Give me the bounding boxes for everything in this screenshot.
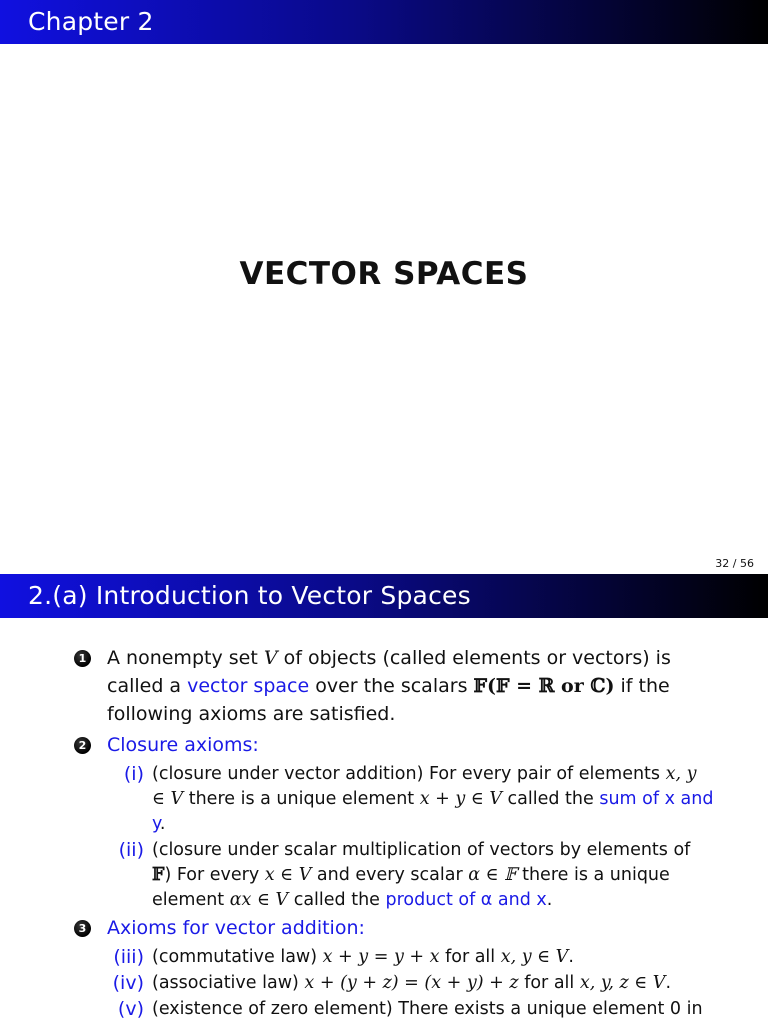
- sub-item-iv: [74, 971, 714, 996]
- slide-header-section: [0, 574, 768, 618]
- math: x + (y + z) = (x + y) + z: [304, 973, 519, 993]
- section-title: 2.(a) Introduction to Vector Spaces: [28, 581, 471, 610]
- text: of objects (called elements or vectors) is called a: [107, 647, 671, 697]
- math: x ∈ V: [264, 865, 312, 885]
- math: x, y, z ∈ V: [579, 973, 666, 993]
- text: there is a unique element: [183, 789, 420, 809]
- sub-label-iv: (iv): [112, 972, 144, 994]
- text: called the: [288, 890, 386, 910]
- text: over the scalars: [309, 675, 474, 697]
- math: x, y ∈ V: [500, 947, 569, 967]
- list-item-definition: [74, 644, 714, 728]
- sub-label-iii: (iii): [113, 946, 144, 968]
- math-fields: 𝔽(𝔽 = ℝ or ℂ): [473, 675, 615, 697]
- text: (associative law): [152, 973, 305, 993]
- sub-item-iii: [74, 945, 714, 970]
- page-number: 32 / 56: [715, 557, 754, 570]
- math: x + y = y + x: [322, 947, 440, 967]
- text: called the: [501, 789, 600, 809]
- list-item-addition: [74, 914, 714, 942]
- vector-space-term: vector space: [187, 675, 310, 697]
- closure-heading: Closure axioms:: [107, 734, 259, 756]
- text: if the following axioms are satisfied.: [107, 675, 670, 725]
- math: x + y ∈ V: [419, 789, 502, 809]
- bullet-number-3: 3: [74, 920, 91, 937]
- slide-content: [74, 644, 714, 1023]
- sub-label-ii: (ii): [118, 839, 144, 861]
- text: (existence of zero element) There exists a unique element 0 in: [152, 999, 703, 1019]
- slide-header-chapter: [0, 0, 768, 44]
- addition-heading: Axioms for vector addition:: [107, 917, 365, 939]
- text: A nonempty set: [107, 647, 264, 669]
- sub-label-v: (v): [117, 998, 144, 1020]
- text: for all: [439, 947, 501, 967]
- text: (commutative law): [152, 947, 323, 967]
- text: and every scalar: [311, 865, 469, 885]
- chapter-title: Chapter 2: [28, 7, 154, 36]
- bullet-number-2: 2: [74, 737, 91, 754]
- math: x, y ∈ V: [152, 764, 697, 809]
- sub-item-i: [74, 762, 714, 837]
- text: .: [546, 890, 553, 910]
- text: .: [159, 814, 166, 834]
- math: αx ∈ V: [229, 890, 289, 910]
- math: 𝔽: [152, 865, 165, 885]
- list-item-closure: [74, 731, 714, 759]
- bullet-number-1: 1: [74, 650, 91, 667]
- text: .: [665, 973, 672, 993]
- text: there is a unique element: [152, 865, 670, 910]
- sub-label-i: (i): [123, 763, 144, 785]
- product-term: product of α and x: [385, 890, 547, 910]
- math-V: V: [263, 647, 278, 669]
- math: α ∈ 𝔽: [468, 865, 517, 885]
- sub-item-v: [74, 997, 714, 1022]
- sub-item-ii: [74, 838, 714, 913]
- text: ) For every: [164, 865, 265, 885]
- text: for all: [518, 973, 580, 993]
- text: .: [568, 947, 574, 967]
- sum-term: sum of x and y: [152, 789, 714, 834]
- text: (closure under scalar multiplication of vectors by elements of: [152, 840, 691, 860]
- text: (closure under vector addition) For every pair of elements: [152, 764, 666, 784]
- slide-title: VECTOR SPACES: [239, 256, 529, 292]
